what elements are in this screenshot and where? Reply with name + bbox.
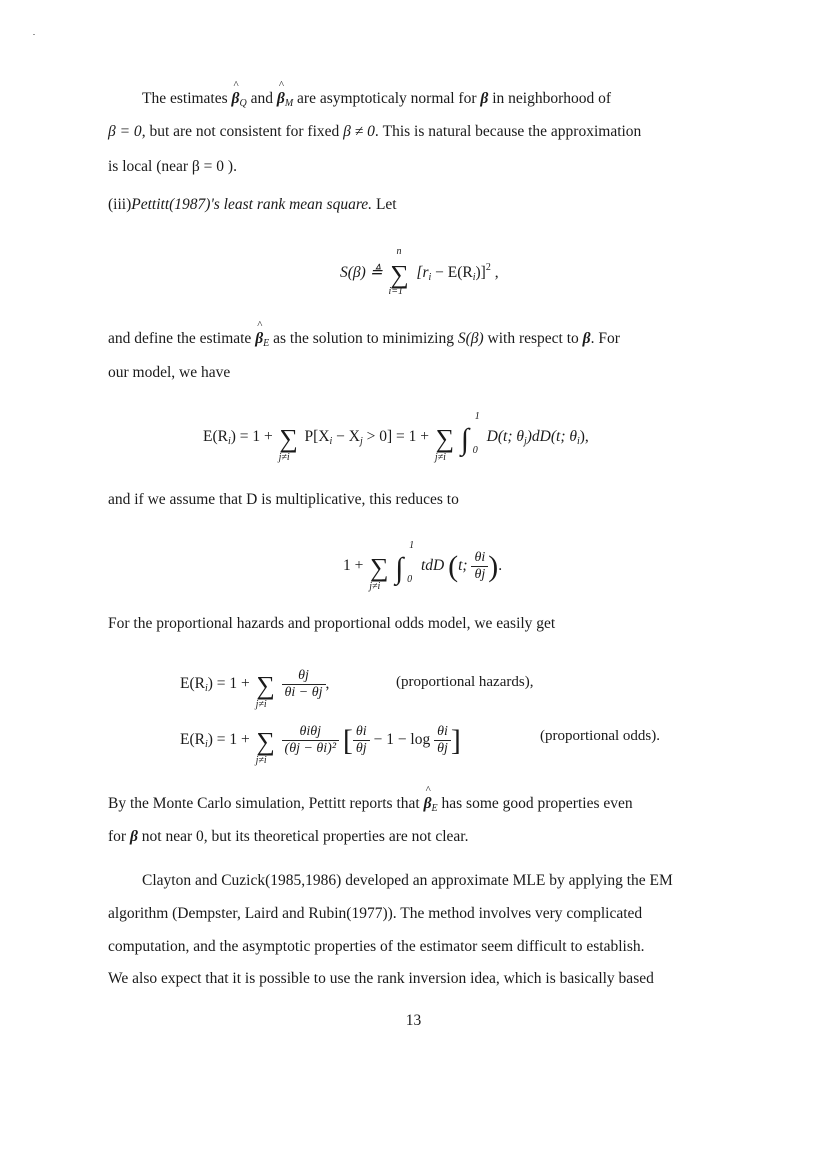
tag-proportional-hazards: (proportional hazards), [396, 674, 534, 690]
para4: For the proportional hazards and proportional odds model, we easily get [108, 615, 556, 632]
para2-line2: our model, we have [108, 364, 231, 381]
para5-line1: By the Monte Carlo simulation, Pettitt reports that ^ $\beta_E$ has some good properties even [108, 795, 633, 814]
para1-line3: is local (near β = 0 ). [108, 158, 237, 175]
para3: and if we assume that D is multiplicative, this reduces to [108, 491, 459, 508]
equation-multiplicative: 1 + ∑ j≠i 1 ∫ 0 tdD (t; $\frac{\theta i}{\theta j}$ ). [343, 540, 503, 593]
para6-line3: computation, and the asymptotic properties of the estimator seem difficult to establish. [108, 938, 645, 955]
page-number: 13 [405, 1012, 422, 1029]
equation-proportional-hazards: $E(R_i) = 1$ + ∑ j≠i $\frac{\theta j}{\theta i - \theta j}$ , [180, 668, 330, 711]
scan-speck [33, 34, 35, 35]
para6-line2: algorithm (Dempster, Laird and Rubin(1977)). The method involves very complicated [108, 905, 643, 922]
para2-line1: and define the estimate ^ $\beta_E$ as the solution to minimizing S(β) with respect to β. For [108, 330, 620, 349]
section-heading: (iii)Pettitt(1987)'s least rank mean square. Let [108, 196, 397, 213]
para6-line4: We also expect that it is possible to use the rank inversion idea, which is basically based [108, 970, 654, 987]
equation-expected-rank: $E(R_i) = 1$ + ∑ j≠i $P[X_i - X_j > 0] = 1$ + ∑ j≠i 1 ∫ 0 D(t; $\theta_j)dD(t$; $\theta_i$), [203, 411, 589, 463]
tag-proportional-odds: (proportional odds). [540, 728, 660, 744]
para6-line1: Clayton and Cuzick(1985,1986) developed an approximate MLE by applying the EM [142, 872, 673, 889]
equation-proportional-odds: $E(R_i) = 1$ + ∑ j≠i $\frac{\text{θiθj}}{\text{(θj − θi)²}}$ [ $\frac{\theta i}{\theta j}$ − 1 − log $\frac{\theta i}{\theta j}$ ] [180, 724, 461, 767]
para1-line1: The estimates ^ $\beta_Q$ and ^ $\beta_M$ are asymptoticaly normal for β in neighborhood of [142, 90, 611, 109]
equation-s-beta: S(β) ≜ n ∑ i=1 $[r_i - E(R_i)]^2$ , [340, 246, 499, 297]
para5-line2: for β not near 0, but its theoretical properties are not clear. [108, 828, 469, 845]
para1-line2: β = 0, but are not consistent for fixed β ≠ 0. This is natural because the approximation [108, 123, 642, 140]
